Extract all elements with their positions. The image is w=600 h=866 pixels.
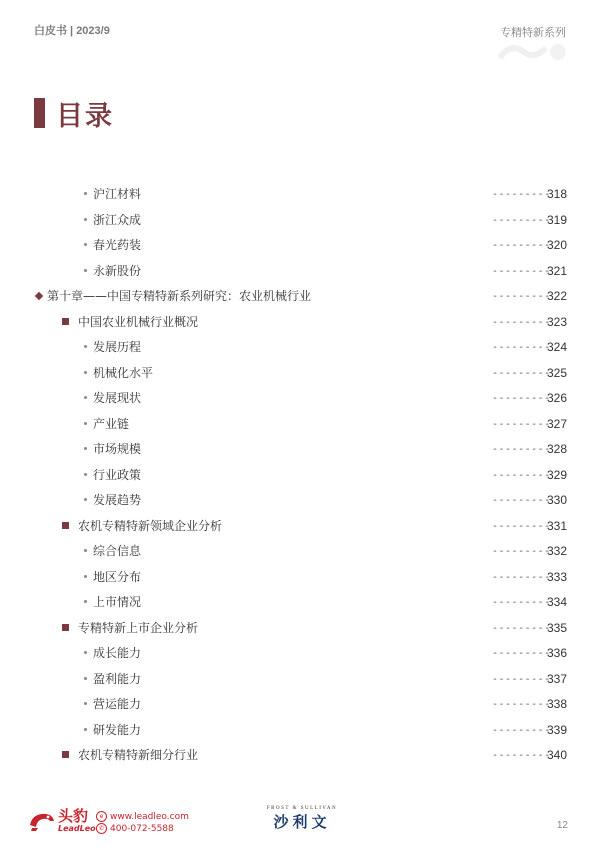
toc-entry[interactable] (0, 590, 600, 616)
dot-bullet-icon (84, 371, 87, 374)
leadleo-logo (28, 808, 96, 833)
dot-bullet-icon (84, 651, 87, 654)
toc-page-number: 332 (547, 544, 568, 558)
toc-page-number: 319 (547, 212, 568, 227)
toc-leader-dashes: --------- (492, 546, 551, 557)
toc-page-number: 329 (547, 467, 568, 482)
phone-icon: ✆ (96, 823, 107, 834)
dot-bullet-icon (84, 702, 87, 705)
toc-leader-dashes: --------- (492, 291, 551, 302)
toc-entry-label (84, 565, 141, 591)
toc-page-number: 323 (547, 314, 568, 329)
toc-leader-dashes: --------- (492, 265, 551, 277)
toc-entry-text: 沪江材料 (93, 187, 142, 201)
toc-page-number: 335 (547, 620, 568, 635)
contact-info (96, 811, 189, 835)
toc-entry[interactable] (0, 386, 600, 412)
toc-entry-label (62, 616, 198, 642)
toc-entry-text: 研发能力 (93, 722, 142, 737)
toc-entry[interactable] (0, 259, 600, 285)
toc-entry-label (84, 208, 141, 234)
dot-bullet-icon (84, 677, 87, 680)
toc-page-number: 318 (547, 187, 568, 201)
toc-entry-text: 农机专精特新细分行业 (78, 748, 199, 762)
title-accent-bar (34, 98, 45, 128)
toc-entry-label (62, 514, 222, 540)
dot-bullet-icon (84, 473, 87, 476)
toc-leader-dashes: --------- (492, 214, 551, 226)
toc-entry-label (84, 437, 141, 463)
toc-page-number: 331 (547, 518, 568, 533)
diamond-bullet-icon (35, 291, 43, 299)
toc-entry[interactable] (0, 616, 600, 642)
toc-entry-text: 农机专精特新领域企业分析 (78, 518, 223, 533)
toc-entry[interactable] (0, 463, 600, 489)
toc-page-number: 330 (547, 493, 568, 507)
toc-leader-dashes: --------- (492, 648, 551, 659)
toc-entry[interactable] (0, 182, 600, 208)
toc-entry[interactable] (0, 565, 600, 591)
toc-leader-dashes: --------- (492, 699, 551, 710)
toc-entry-label (84, 361, 153, 387)
toc-entry-label (62, 310, 198, 336)
toc-entry-text: 浙江众成 (93, 212, 142, 227)
toc-page-number: 326 (547, 391, 568, 405)
toc-entry[interactable] (0, 284, 600, 310)
toc-page-number: 339 (547, 722, 568, 737)
toc-entry[interactable] (0, 514, 600, 540)
leopard-icon (28, 809, 56, 833)
toc-page-number: 340 (547, 748, 568, 762)
toc-entry[interactable] (0, 488, 600, 514)
toc-entry-text: 行业政策 (93, 467, 142, 482)
toc-entry-text: 市场规模 (93, 442, 142, 456)
web-icon: e (96, 811, 107, 822)
toc-entry[interactable] (0, 208, 600, 234)
brand-name-en: LeadLeo (58, 824, 96, 833)
toc-entry-text: 第十章——中国专精特新系列研究：农业机械行业 (47, 289, 312, 303)
toc-leader-dashes: --------- (492, 724, 551, 736)
toc-page-number: 325 (547, 365, 568, 380)
toc-page-number: 324 (547, 340, 568, 354)
toc-leader-dashes: --------- (492, 495, 551, 506)
toc-entry-text: 机械化水平 (93, 365, 154, 380)
toc-entry-label (84, 488, 141, 514)
toc-entry[interactable] (0, 641, 600, 667)
toc-page-number: 334 (547, 595, 568, 609)
square-bullet-icon (62, 318, 69, 325)
toc-leader-dashes: --------- (492, 571, 551, 583)
dot-bullet-icon (84, 422, 87, 425)
toc-entry-label (62, 743, 198, 769)
dot-bullet-icon (84, 269, 87, 272)
toc-entry-label (84, 692, 141, 718)
watermark-logo-icon (490, 38, 580, 66)
toc-entry-text: 综合信息 (93, 544, 142, 558)
toc-page-number: 328 (547, 442, 568, 456)
page-number: 12 (556, 820, 568, 831)
square-bullet-icon (62, 624, 69, 631)
frost-sullivan-logo (258, 806, 346, 832)
toc-page-number: 333 (547, 569, 568, 584)
partner-name-en: FROST & SULLIVAN (266, 806, 338, 811)
dot-bullet-icon (84, 447, 87, 450)
toc-entry[interactable] (0, 361, 600, 387)
toc-entry-text: 成长能力 (93, 646, 142, 660)
toc-entry-text: 营运能力 (93, 697, 142, 711)
square-bullet-icon (62, 751, 69, 758)
toc-leader-dashes: --------- (492, 444, 551, 455)
dot-bullet-icon (84, 728, 87, 731)
toc-entry-label (84, 233, 141, 259)
phone-number: 400-072-5588 (110, 824, 174, 834)
toc-leader-dashes: --------- (492, 520, 551, 532)
toc-entry-label (84, 335, 141, 361)
toc-leader-dashes: --------- (492, 240, 551, 251)
toc-entry[interactable] (0, 335, 600, 361)
toc-page-number: 327 (547, 416, 568, 431)
dot-bullet-icon (84, 243, 87, 246)
toc-entry-label (84, 412, 129, 438)
dot-bullet-icon (84, 600, 87, 603)
toc-entry-text: 上市情况 (93, 595, 142, 609)
toc-entry-label (84, 718, 141, 744)
toc-leader-dashes: --------- (492, 673, 551, 685)
toc-leader-dashes: --------- (492, 469, 551, 481)
toc-page-number: 321 (547, 263, 568, 278)
website-link[interactable]: www.leadleo.com (110, 812, 189, 822)
toc-leader-dashes: --------- (492, 418, 551, 430)
partner-name-cn: 沙利文 (273, 813, 331, 831)
square-bullet-icon (62, 522, 69, 529)
toc-page-number: 336 (547, 646, 568, 660)
header-right: 专精特新系列 (500, 26, 566, 39)
toc-entry-text: 发展趋势 (93, 493, 142, 507)
table-of-contents (0, 182, 600, 769)
toc-leader-dashes: --------- (492, 316, 551, 328)
toc-leader-dashes: --------- (492, 342, 551, 353)
toc-entry[interactable] (0, 437, 600, 463)
toc-entry-text: 发展现状 (93, 391, 142, 405)
toc-entry-text: 专精特新上市企业分析 (78, 620, 199, 635)
toc-leader-dashes: --------- (492, 750, 551, 761)
toc-entry-label (84, 539, 141, 565)
toc-leader-dashes: --------- (492, 367, 551, 379)
dot-bullet-icon (84, 192, 87, 195)
toc-entry-text: 中国农业机械行业概况 (78, 314, 199, 329)
toc-entry-text: 产业链 (93, 416, 130, 431)
toc-entry[interactable] (0, 718, 600, 744)
dot-bullet-icon (84, 345, 87, 348)
toc-page-number: 338 (547, 697, 568, 711)
toc-leader-dashes: --------- (492, 393, 551, 404)
toc-entry-label (84, 590, 141, 616)
toc-page-number: 320 (547, 238, 568, 252)
toc-entry-text: 春光药装 (93, 238, 142, 252)
toc-entry[interactable] (0, 310, 600, 336)
toc-entry-text: 地区分布 (93, 569, 142, 584)
toc-entry-label (84, 182, 141, 208)
toc-entry-label (84, 259, 141, 285)
toc-entry[interactable] (0, 667, 600, 693)
dot-bullet-icon (84, 218, 87, 221)
toc-entry-label (36, 284, 311, 310)
toc-leader-dashes: --------- (492, 189, 551, 200)
toc-leader-dashes: --------- (492, 597, 551, 608)
toc-entry-label (84, 641, 141, 667)
toc-entry-label (84, 463, 141, 489)
toc-entry-text: 盈利能力 (93, 671, 142, 686)
toc-entry-label (84, 386, 141, 412)
toc-page-number: 322 (547, 289, 568, 303)
toc-entry-text: 发展历程 (93, 340, 142, 354)
toc-entry-text: 永新股份 (93, 263, 142, 278)
toc-page-number: 337 (547, 671, 568, 686)
page-title: 目录 (56, 100, 114, 132)
dot-bullet-icon (84, 498, 87, 501)
dot-bullet-icon (84, 549, 87, 552)
header-left: 白皮书 | 2023/9 (34, 25, 110, 37)
brand-name-cn: 头豹 (58, 807, 89, 825)
toc-entry[interactable] (0, 233, 600, 259)
page-title-block (34, 96, 114, 130)
toc-entry[interactable] (0, 692, 600, 718)
dot-bullet-icon (84, 575, 87, 578)
toc-entry-label (84, 667, 141, 693)
toc-entry[interactable] (0, 743, 600, 769)
toc-leader-dashes: --------- (492, 622, 551, 634)
toc-entry[interactable] (0, 539, 600, 565)
toc-entry[interactable] (0, 412, 600, 438)
dot-bullet-icon (84, 396, 87, 399)
